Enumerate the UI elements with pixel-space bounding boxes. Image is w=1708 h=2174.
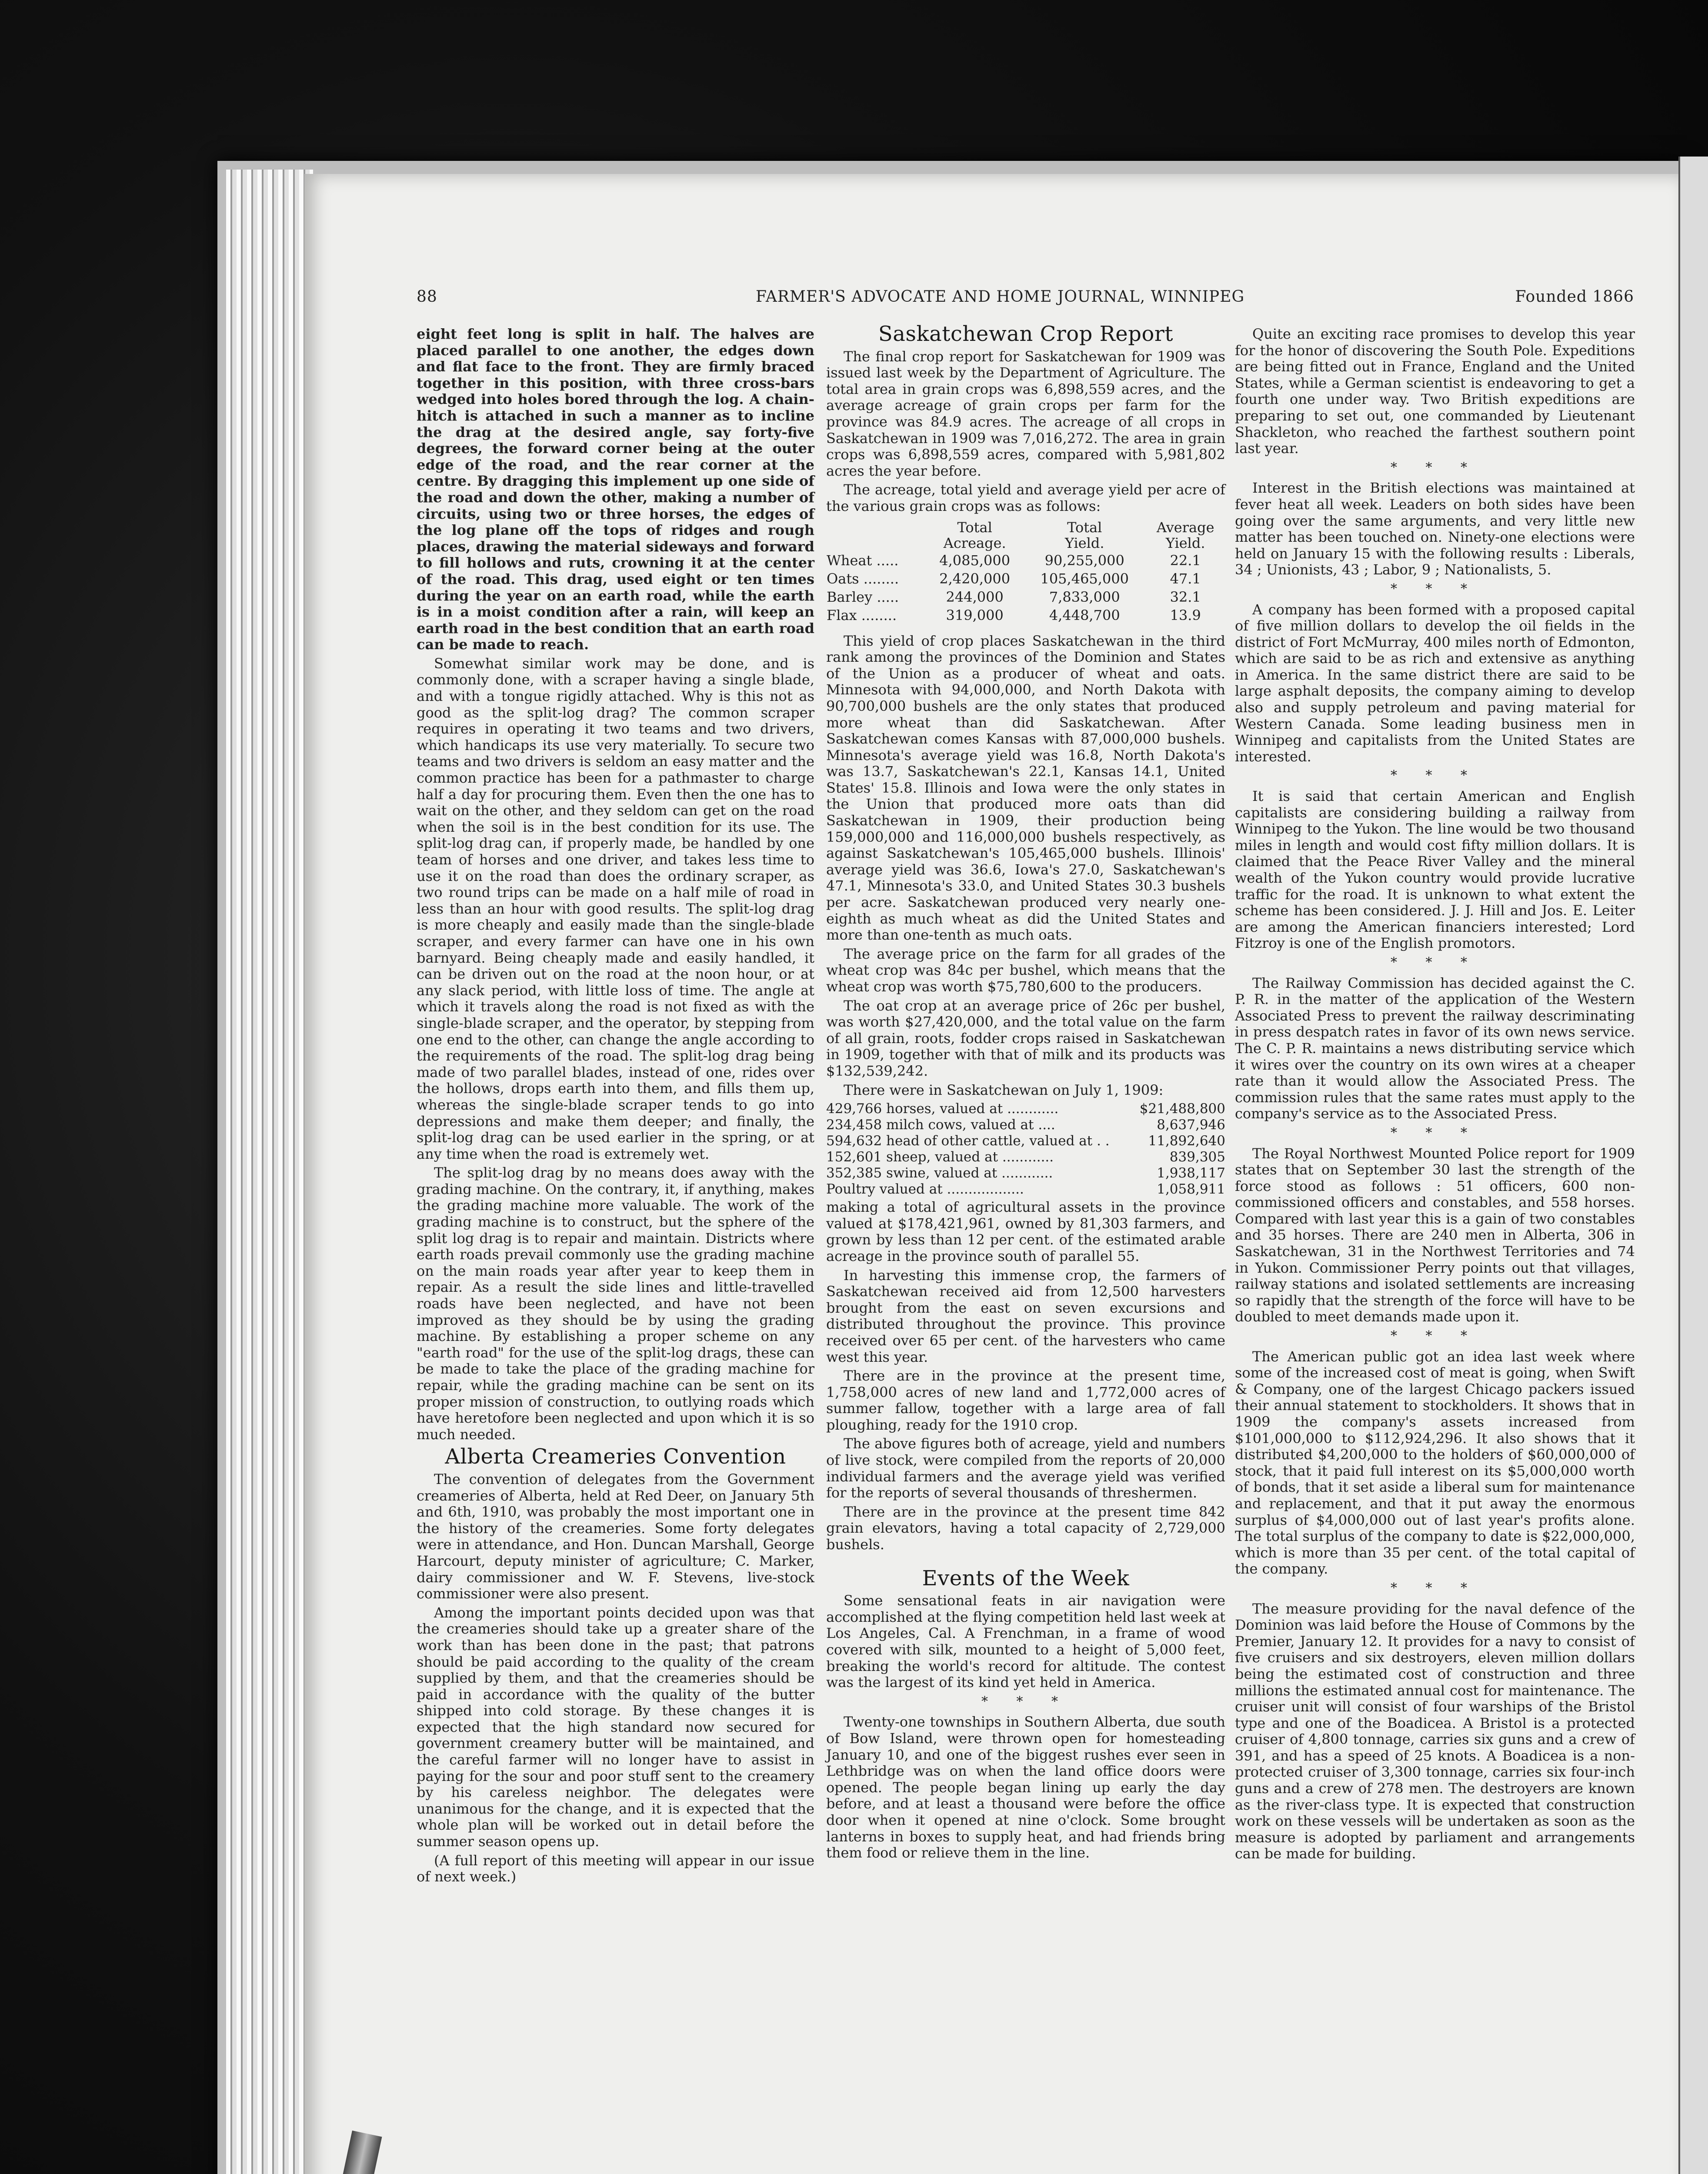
article-paragraph: eight feet long is split in half. The halves are placed parallel to one another, the edges down and flat face to the front. They are firmly braced together in this position, with three cross-bars wedged into holes bored through the log. A chain-hitch is attached in such a manner as to incline the drag at the desired angle, say forty-five degrees, the forward corner being at the outer edge of the road, and the rear corner at the centre. By dragging this implement up one side of the road and down the other, making a number of circuits, using two or three horses, the edges of the log plane off the tops of ridges and rough places, drawing the material sideways and forward to fill hollows and ruts, crowning it at the center of the road. This drag, used eight or ten times during the year on an earth road, while the earth is in a moist condition after a rain, will keep an earth road in the best condition that an earth road can be made to reach. (417, 326, 814, 653)
article-paragraph: The convention of delegates from the Government creameries of Alberta, held at Red Deer, on January 5th and 6th, 1910, was probably the most important one in the history of the creameries. Some forty delegates were in attendance, and Hon. Duncan Marshall, George Harcourt, deputy minister of agriculture; C. Marker, dairy commissioner and W. F. Stevens, live-stock commissioner were also present. (417, 1470, 814, 1602)
table-header-row (826, 519, 1225, 551)
article-paragraph: It is said that certain American and English capitalists are considering building a railway from Winnipeg to the Yukon. The line would be two thousand miles in length and would cost fifty million dollars. It is claimed that the Peace River Valley and the mineral wealth of the Yukon country would provide lucrative traffic for the road. It is unknown to what extent the scheme has been considered. J. J. Hill and Jos. E. Leiter are among the American financiers interested; Lord Fitzroy is one of the English promotors. (1235, 788, 1635, 952)
section-heading-saskatchewan-crop-report: Saskatchewan Crop Report (878, 322, 1174, 346)
article-paragraph: There are in the province at the present time, 1,758,000 acres of new land and 1,772,000 acres of summer fallow, together with a large area of fall ploughing, ready for the 1910 crop. (826, 1367, 1225, 1433)
facing-page-edge (1678, 157, 1708, 2174)
article-paragraph: Quite an exciting race promises to develop this year for the honor of discovering the South Pole. Expeditions are being fitted out in France, England and the United States, while a German scientist is endeavoring to get a fourth one under way. Two British expeditions are preparing to set out, one commanded by Lieutenant Shackleton, who reached the farthest southern point last year. (1235, 326, 1635, 457)
article-paragraph: Twenty-one townships in Southern Alberta, due south of Bow Island, were thrown open for homesteading January 10, and one of the biggest rushes ever seen in Lethbridge was on when the land office doors were opened. The people began lining up early the day before, and at least a thousand were before the office door when it opened at nine o'clock. Some brought lanterns in boxes to supply heat, and had friends bring them food or relieve them in the line. (826, 1714, 1225, 1861)
article-paragraph: The Royal Northwest Mounted Police report for 1909 states that on September 30 last the strength of the force stood as follows : 51 officers, 600 non-commissioned officers and constables, and 558 horses. Compared with last year this is a gain of two constables and 35 horses. There are 240 men in Alberta, 306 in Saskatchewan, 31 in the Northwest Territories and 74 in Yukon. Commissioner Perry points out that villages, railway stations and isolated settlements are increasing so rapidly that the strength of the force will have to be doubled to meet demands made upon it. (1235, 1145, 1635, 1325)
article-paragraph: making a total of agricultural assets in the province valued at $178,421,961, owned by 81,303 farmers, and grown by less than 12 per cent. of the estimated arable acreage in the province south of parallel 55. (826, 1199, 1225, 1264)
article-paragraph: The average price on the farm for all grades of the wheat crop was 84c per bushel, which means that the wheat crop was worth $75,780,600 to the producers. (826, 945, 1225, 995)
table-row: Poultry valued at .................. 1,058,911 (826, 1181, 1225, 1197)
section-heading-events-of-the-week: Events of the Week (922, 1566, 1130, 1590)
section-divider: * * * (1390, 460, 1480, 475)
page-number: 88 (417, 288, 437, 306)
column-3 (1235, 326, 1635, 1865)
founded-note: Founded 1866 (1515, 288, 1634, 306)
section-divider: * * * (1390, 1328, 1480, 1344)
section-heading-alberta-creameries: Alberta Creameries Convention (445, 1444, 786, 1469)
table-row: Barley ..... 244,000 7,833,000 32.1 (827, 588, 1201, 605)
table-row: 234,458 milch cows, valued at .... 8,637,946 (826, 1117, 1225, 1133)
table-row: Wheat ..... 4,085,000 90,255,000 22.1 (827, 552, 1201, 569)
column-1 (417, 326, 814, 1888)
section-divider: * * * (1390, 768, 1480, 784)
running-header (417, 288, 1634, 314)
article-paragraph: Interest in the British elections was maintained at fever heat all week. Leaders on both sides have been going over the same arguments, and very little new matter has been touched on. Ninety-one elections were held on January 15 with the following results : Liberals, 34 ; Unionists, 43 ; Labor, 9 ; Nationalists, 5. (1235, 480, 1635, 578)
article-paragraph: There were in Saskatchewan on July 1, 1909: (844, 1081, 1164, 1098)
table-row: 352,385 swine, valued at ............ 1,938,117 (826, 1165, 1225, 1181)
table-row: 152,601 sheep, valued at ............ 839,305 (826, 1149, 1225, 1165)
section-divider: * * * (1390, 581, 1480, 597)
article-paragraph: This yield of crop places Saskatchewan in the third rank among the provinces of the Dominion and States of the Union as a producer of wheat and oats. Minnesota with 94,000,000, and North Dakota with 90,700,000 bushels are the only states that produced more wheat than did Saskatchewan. After Saskatchewan comes Kansas with 87,000,000 bushels. Minnesota's average yield was 16.8, North Dakota's was 13.7, Saskatchewan's 22.1, Kansas 14.1, United States' 15.8. Illinois and Iowa were the only states in the Union that produced more oats than did Saskatchewan in 1909, their production being 159,000,000 and 116,000,000 bushels respectively, as against Saskatchewan's 105,465,000 bushels. Illinois' average yield was 36.6, Iowa's 27.0, Saskatchewan's 47.1, Minnesota's 33.0, and United States 30.3 bushels per acre. Saskatchewan produced very nearly one-eighth as much wheat as did the United States and more than one-tenth as much oats. (826, 632, 1225, 944)
table-row: Flax ........ 319,000 4,448,700 13.9 (827, 607, 1201, 624)
article-paragraph: The acreage, total yield and average yield per acre of the various grain crops was as follows: (826, 481, 1225, 514)
article-paragraph: A company has been formed with a proposed capital of five million dollars to develop the oil fields in the district of Fort McMurray, 400 miles north of Edmonton, which are said to be as rich and extensive as anything in America. In the same district there are said to be large asphalt deposits, the company aiming to develop also and supply petroleum and paving material for Western Canada. Some leading business men in Winnipeg and capitalists from the United States are interested. (1235, 601, 1635, 765)
section-divider: * * * (981, 1694, 1071, 1709)
table-header: Total Acreage. (943, 519, 1006, 551)
article-paragraph: There are in the province at the present time 842 grain elevators, having a total capacity of 2,729,000 bushels. (826, 1503, 1225, 1553)
article-paragraph: Some sensational feats in air navigation were accomplished at the flying competition held last week at Los Angeles, Cal. A Frenchman, in a frame of wood covered with silk, mounted to a height of 5,000 feet, breaking the world's record for altitude. The contest was the largest of its kind yet held in America. (826, 1592, 1225, 1691)
article-paragraph: The above figures both of acreage, yield and numbers of live stock, were compiled from the reports of 20,000 individual farmers and the average yield was verified for the reports of several thousands of threshermen. (826, 1435, 1225, 1501)
crop-table (826, 519, 1225, 624)
section-divider: * * * (1390, 954, 1480, 970)
table-row: 429,766 horses, valued at ............ $21,488,800 (826, 1101, 1225, 1117)
article-paragraph: The split-log drag by no means does away with the grading machine. On the contrary, it, if anything, makes the grading machine more valuable. The work of the grading machine is to construct, but the sphere of the split log drag is to repair and maintain. Districts where earth roads prevail commonly use the grading machine on the main roads year after year to keep them in repair. As a result the side lines and little-travelled roads have been neglected, and have not been improved as they should be by using the grading machine. By establishing a proper scheme on any "earth road" for the use of the split-log drags, these can be made to take the place of the grading machine for repair, while the grading machine can be sent on its proper mission of construction, to outlying roads which have heretofore been neglected and upon which it is so much needed. (417, 1164, 814, 1443)
article-paragraph: (A full report of this meeting will appear in our issue of next week.) (417, 1852, 814, 1885)
section-divider: * * * (1390, 1125, 1480, 1140)
article-paragraph: Among the important points decided upon was that the creameries should take up a greater share of the work than has been done in the past; that patrons should be paid according to the quality of the cream supplied by them, and that the creameries should be paid in accordance with the quality of the butter shipped into cold storage. By these changes it is expected that the high standard now secured for government creamery butter will be maintained, and the careful farmer will no longer have to assist in paying for the sour and poor stuff sent to the creamery by his careless neighbor. The delegates were unanimous for the change, and it is expected that the whole plan will be worked out in detail before the summer season opens up. (417, 1604, 814, 1850)
table-header (826, 519, 926, 551)
article-paragraph: The American public got an idea last week where some of the increased cost of meat is going, when Swift & Company, one of the largest Chicago packers issued their annual statement to stockholders. It shows that in 1909 the company's assets increased from $101,000,000 to $112,924,296. It also shows that it distributed $4,200,000 to the holders of $60,000,000 of stock, that it paid full interest on its $5,000,000 worth of bonds, that it set aside a liberal sum for maintenance and replacement, and that it put away the enormous surplus of $4,000,000 out of last year's profits alone. The total surplus of the company to date is $22,000,000, which is more than 35 per cent. of the total capital of the company. (1235, 1348, 1635, 1577)
section-divider: * * * (1390, 1580, 1480, 1596)
article-paragraph: The Railway Commission has decided against the C. P. R. in the matter of the application of the Western Associated Press to prevent the railway descriminating in press despatch rates in favor of its own news service. The C. P. R. maintains a news distributing service which it wires over the country on its own wires at a cheaper rate than it would allow the Associated Press. The commission rules that the same rates must apply to the company's service as to the Associated Press. (1235, 974, 1635, 1122)
article-paragraph: The measure providing for the naval defence of the Dominion was laid before the House of Commons by the Premier, January 12. It provides for a navy to consist of five cruisers and six destroyers, eleven million dollars being the estimated cost of construction and three millions the estimated annual cost for maintenance. The cruiser unit will consist of four warships of the Bristol type and one of the Boadicea. A Bristol is a protected cruiser of 4,800 tonnage, carries six guns and a crew of 391, and has a speed of 25 knots. A Boadicea is a non-protected cruiser of 3,300 tonnage, carries six four-inch guns and a crew of 278 men. The destroyers are known as the river-class type. It is expected that construction work on these vessels will be undertaken as soon as the measure is adopted by parliament and arrangements can be made for building. (1235, 1600, 1635, 1862)
page-edges (226, 170, 313, 2174)
table-row: 594,632 head of other cattle, valued at . . 11,892,640 (826, 1133, 1225, 1149)
article-paragraph: Somewhat similar work may be done, and is commonly done, with a scraper having a single blade, and with a tongue rigidly attached. Why is this not as good as the split-log drag? The common scraper requires in operating it two teams and two drivers, which handicaps its use very materially. To secure two teams and two drivers is seldom an easy matter and the common practice has been for a pathmaster to charge half a day for procuring them. Even then the one has to wait on the other, and they seldom can get on the road when the soil is in the best condition for its use. The split-log drag can, if properly made, be handled by one team of horses and one driver, and takes less time to use it on the road than does the ordinary scraper, as two round trips can be made on a half mile of road in less than an hour with good results. The split-log drag is more cheaply and easily made than the single-blade scraper, and every farmer can have one in his own barnyard. Being cheaply made and easily handled, it can be driven out on the road at the noon hour, or at any slack period, with little loss of time. The angle at which it travels along the road is not fixed as with the single-blade scraper, and the operator, by stepping from one end to the other, can change the angle according to the requirements of the road. The split-log drag being made of two parallel blades, instead of one, rides over the hollows, drops earth into them, and fills them up, whereas the single-blade scraper tends to go into depressions and make them deeper; and finally, the split-log drag can be used earlier in the spring, or at any time when the road is extremely wet. (417, 655, 814, 1162)
journal-title: FARMER'S ADVOCATE AND HOME JOURNAL, WINNIPEG (756, 288, 1245, 306)
table-row: Oats ........ 2,420,000 105,465,000 47.1 (827, 570, 1201, 587)
table-header: Average Yield. (1156, 519, 1214, 551)
column-2 (826, 322, 1225, 1864)
livestock-table (826, 1101, 1225, 1197)
article-paragraph: The oat crop at an average price of 26c per bushel, was worth $27,420,000, and the total value on the farm of all grain, roots, fodder crops raised in Saskatchewan in 1909, together with that of milk and its products was $132,539,242. (826, 997, 1225, 1079)
article-paragraph: The final crop report for Saskatchewan for 1909 was issued last week by the Department of Agriculture. The total area in grain crops was 6,898,559 acres, and the average acreage of grain crops per farm for the province was 84.9 acres. The acreage of all crops in Saskatchewan in 1909 was 7,016,272. The area in grain crops was 6,898,559 acres, compared with 5,981,802 acres the year before. (826, 348, 1225, 479)
article-paragraph: In harvesting this immense crop, the farmers of Saskatchewan received aid from 12,500 harvesters brought from the east on seven excursions and distributed throughout the province. This province received over 65 per cent. of the harvesters who came west this year. (826, 1267, 1225, 1365)
table-header: Total Yield. (1064, 519, 1104, 551)
